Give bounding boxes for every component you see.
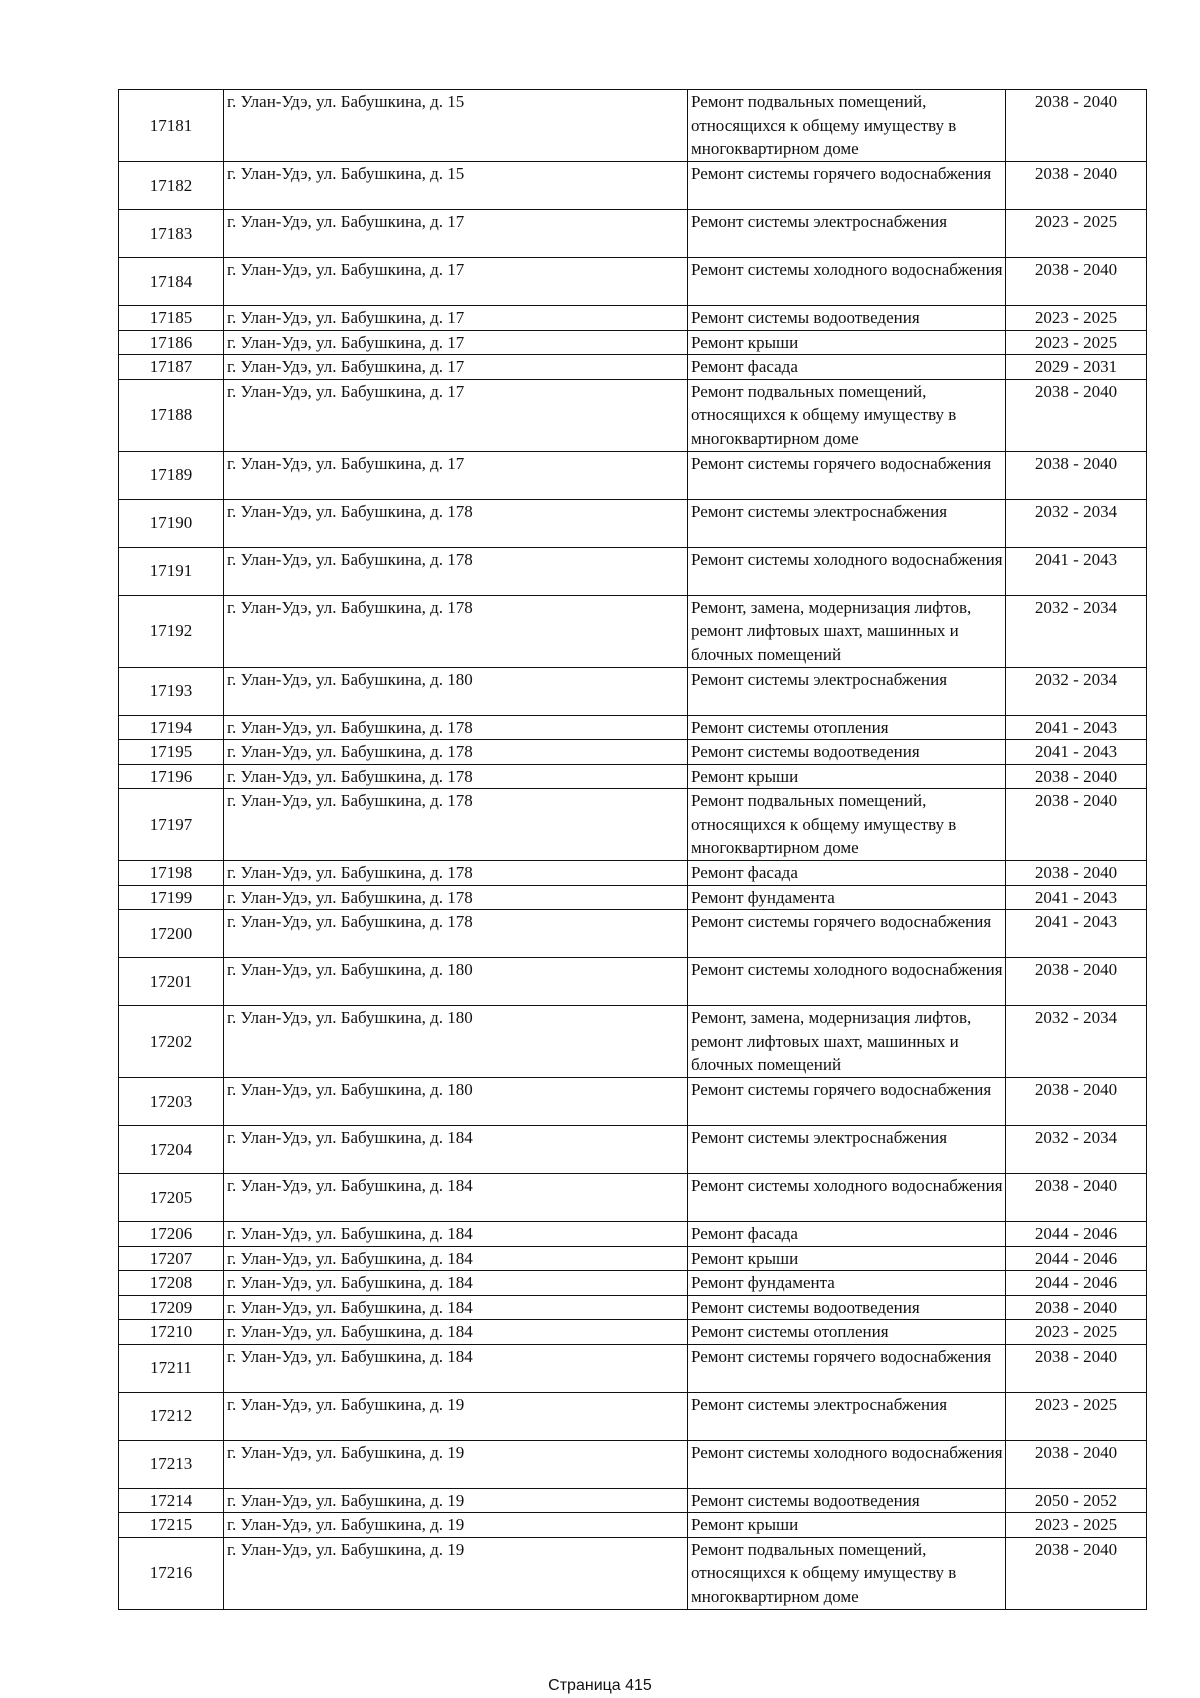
row-address: г. Улан-Удэ, ул. Бабушкина, д. 19: [224, 1392, 688, 1440]
row-address: г. Улан-Удэ, ул. Бабушкина, д. 180: [224, 667, 688, 715]
row-address: г. Улан-Удэ, ул. Бабушкина, д. 15: [224, 90, 688, 162]
table-row: [119, 258, 1147, 306]
row-number: 17211: [119, 1344, 224, 1392]
row-period: 2044 - 2046: [1006, 1246, 1147, 1271]
row-address: г. Улан-Удэ, ул. Бабушкина, д. 17: [224, 355, 688, 380]
row-address: г. Улан-Удэ, ул. Бабушкина, д. 184: [224, 1320, 688, 1345]
table-row: [119, 1513, 1147, 1538]
row-address: г. Улан-Удэ, ул. Бабушкина, д. 180: [224, 958, 688, 1006]
row-period: 2038 - 2040: [1006, 451, 1147, 499]
row-number: 17181: [119, 90, 224, 162]
row-work-type: Ремонт крыши: [688, 1246, 1006, 1271]
row-work-type: Ремонт фасада: [688, 355, 1006, 380]
row-address: г. Улан-Удэ, ул. Бабушкина, д. 178: [224, 740, 688, 765]
row-period: 2038 - 2040: [1006, 258, 1147, 306]
row-number: 17189: [119, 451, 224, 499]
row-work-type: Ремонт системы горячего водоснабжения: [688, 162, 1006, 210]
row-address: г. Улан-Удэ, ул. Бабушкина, д. 178: [224, 715, 688, 740]
row-number: 17187: [119, 355, 224, 380]
row-number: 17201: [119, 958, 224, 1006]
row-number: 17209: [119, 1295, 224, 1320]
table-body: [119, 90, 1147, 1610]
row-period: 2023 - 2025: [1006, 330, 1147, 355]
row-period: 2038 - 2040: [1006, 1295, 1147, 1320]
row-number: 17208: [119, 1271, 224, 1296]
table-row: [119, 910, 1147, 958]
row-work-type: Ремонт подвальных помещений, относящихся к общему имуществу в многоквартирном доме: [688, 1537, 1006, 1609]
row-address: г. Улан-Удэ, ул. Бабушкина, д. 17: [224, 210, 688, 258]
row-number: 17206: [119, 1222, 224, 1247]
row-work-type: Ремонт системы горячего водоснабжения: [688, 910, 1006, 958]
row-period: 2032 - 2034: [1006, 667, 1147, 715]
row-period: 2038 - 2040: [1006, 1537, 1147, 1609]
row-work-type: Ремонт системы электроснабжения: [688, 667, 1006, 715]
table-row: [119, 1344, 1147, 1392]
row-period: 2044 - 2046: [1006, 1222, 1147, 1247]
table-row: [119, 499, 1147, 547]
row-address: г. Улан-Удэ, ул. Бабушкина, д. 184: [224, 1246, 688, 1271]
row-number: 17215: [119, 1513, 224, 1538]
table-row: [119, 861, 1147, 886]
row-period: 2041 - 2043: [1006, 910, 1147, 958]
row-period: 2041 - 2043: [1006, 715, 1147, 740]
row-work-type: Ремонт системы водоотведения: [688, 306, 1006, 331]
row-period: 2032 - 2034: [1006, 1126, 1147, 1174]
row-work-type: Ремонт крыши: [688, 1513, 1006, 1538]
table-row: [119, 1078, 1147, 1126]
row-work-type: Ремонт системы водоотведения: [688, 1295, 1006, 1320]
row-work-type: Ремонт подвальных помещений, относящихся к общему имуществу в многоквартирном доме: [688, 789, 1006, 861]
row-address: г. Улан-Удэ, ул. Бабушкина, д. 19: [224, 1537, 688, 1609]
row-number: 17193: [119, 667, 224, 715]
row-number: 17192: [119, 595, 224, 667]
row-work-type: Ремонт крыши: [688, 330, 1006, 355]
row-period: 2050 - 2052: [1006, 1488, 1147, 1513]
row-address: г. Улан-Удэ, ул. Бабушкина, д. 184: [224, 1222, 688, 1247]
row-work-type: Ремонт системы горячего водоснабжения: [688, 1344, 1006, 1392]
row-work-type: Ремонт системы водоотведения: [688, 740, 1006, 765]
row-number: 17207: [119, 1246, 224, 1271]
row-address: г. Улан-Удэ, ул. Бабушкина, д. 184: [224, 1126, 688, 1174]
row-number: 17203: [119, 1078, 224, 1126]
row-work-type: Ремонт системы электроснабжения: [688, 1392, 1006, 1440]
row-work-type: Ремонт, замена, модернизация лифтов, ремонт лифтовых шахт, машинных и блочных помещений: [688, 595, 1006, 667]
row-period: 2023 - 2025: [1006, 1513, 1147, 1538]
row-number: 17188: [119, 379, 224, 451]
row-period: 2038 - 2040: [1006, 1078, 1147, 1126]
row-work-type: Ремонт системы отопления: [688, 715, 1006, 740]
row-address: г. Улан-Удэ, ул. Бабушкина, д. 184: [224, 1271, 688, 1296]
row-period: 2038 - 2040: [1006, 162, 1147, 210]
row-number: 17184: [119, 258, 224, 306]
row-address: г. Улан-Удэ, ул. Бабушкина, д. 178: [224, 861, 688, 886]
row-address: г. Улан-Удэ, ул. Бабушкина, д. 184: [224, 1344, 688, 1392]
row-work-type: Ремонт, замена, модернизация лифтов, ремонт лифтовых шахт, машинных и блочных помещений: [688, 1006, 1006, 1078]
row-work-type: Ремонт системы холодного водоснабжения: [688, 1440, 1006, 1488]
row-work-type: Ремонт системы электроснабжения: [688, 1126, 1006, 1174]
row-period: 2023 - 2025: [1006, 1320, 1147, 1345]
row-number: 17182: [119, 162, 224, 210]
row-number: 17200: [119, 910, 224, 958]
table-row: [119, 885, 1147, 910]
row-number: 17216: [119, 1537, 224, 1609]
table-row: [119, 90, 1147, 162]
row-number: 17191: [119, 547, 224, 595]
row-work-type: Ремонт фасада: [688, 1222, 1006, 1247]
row-period: 2038 - 2040: [1006, 958, 1147, 1006]
table-row: [119, 330, 1147, 355]
table-row: [119, 1440, 1147, 1488]
table-row: [119, 1392, 1147, 1440]
row-address: г. Улан-Удэ, ул. Бабушкина, д. 17: [224, 306, 688, 331]
row-number: 17190: [119, 499, 224, 547]
row-period: 2029 - 2031: [1006, 355, 1147, 380]
row-work-type: Ремонт системы электроснабжения: [688, 210, 1006, 258]
table-row: [119, 1246, 1147, 1271]
row-address: г. Улан-Удэ, ул. Бабушкина, д. 19: [224, 1440, 688, 1488]
table-row: [119, 715, 1147, 740]
row-work-type: Ремонт системы холодного водоснабжения: [688, 547, 1006, 595]
row-period: 2023 - 2025: [1006, 306, 1147, 331]
row-work-type: Ремонт системы электроснабжения: [688, 499, 1006, 547]
table-row: [119, 595, 1147, 667]
row-number: 17183: [119, 210, 224, 258]
row-number: 17186: [119, 330, 224, 355]
row-address: г. Улан-Удэ, ул. Бабушкина, д. 178: [224, 764, 688, 789]
row-number: 17185: [119, 306, 224, 331]
table-row: [119, 740, 1147, 765]
table-row: [119, 1222, 1147, 1247]
table-row: [119, 1488, 1147, 1513]
row-number: 17194: [119, 715, 224, 740]
row-work-type: Ремонт системы горячего водоснабжения: [688, 451, 1006, 499]
row-number: 17213: [119, 1440, 224, 1488]
table-row: [119, 1537, 1147, 1609]
row-period: 2038 - 2040: [1006, 90, 1147, 162]
row-period: 2038 - 2040: [1006, 1344, 1147, 1392]
page-number-footer: Страница 415: [548, 1677, 652, 1694]
row-work-type: Ремонт крыши: [688, 764, 1006, 789]
row-work-type: Ремонт системы горячего водоснабжения: [688, 1078, 1006, 1126]
row-number: 17196: [119, 764, 224, 789]
row-work-type: Ремонт системы холодного водоснабжения: [688, 958, 1006, 1006]
table-row: [119, 306, 1147, 331]
row-number: 17198: [119, 861, 224, 886]
row-work-type: Ремонт фасада: [688, 861, 1006, 886]
row-number: 17205: [119, 1174, 224, 1222]
row-period: 2038 - 2040: [1006, 861, 1147, 886]
table-row: [119, 1295, 1147, 1320]
row-work-type: Ремонт системы холодного водоснабжения: [688, 1174, 1006, 1222]
row-period: 2038 - 2040: [1006, 764, 1147, 789]
table-row: [119, 355, 1147, 380]
row-address: г. Улан-Удэ, ул. Бабушкина, д. 184: [224, 1174, 688, 1222]
table-row: [119, 451, 1147, 499]
row-period: 2032 - 2034: [1006, 499, 1147, 547]
table-row: [119, 210, 1147, 258]
row-address: г. Улан-Удэ, ул. Бабушкина, д. 17: [224, 330, 688, 355]
row-period: 2041 - 2043: [1006, 740, 1147, 765]
row-work-type: Ремонт системы отопления: [688, 1320, 1006, 1345]
table-row: [119, 1271, 1147, 1296]
row-address: г. Улан-Удэ, ул. Бабушкина, д. 178: [224, 789, 688, 861]
row-address: г. Улан-Удэ, ул. Бабушкина, д. 178: [224, 885, 688, 910]
row-period: 2038 - 2040: [1006, 789, 1147, 861]
row-number: 17197: [119, 789, 224, 861]
row-address: г. Улан-Удэ, ул. Бабушкина, д. 178: [224, 547, 688, 595]
row-number: 17214: [119, 1488, 224, 1513]
row-address: г. Улан-Удэ, ул. Бабушкина, д. 180: [224, 1078, 688, 1126]
row-work-type: Ремонт подвальных помещений, относящихся к общему имуществу в многоквартирном доме: [688, 379, 1006, 451]
row-address: г. Улан-Удэ, ул. Бабушкина, д. 15: [224, 162, 688, 210]
table-row: [119, 1126, 1147, 1174]
table-row: [119, 667, 1147, 715]
row-number: 17204: [119, 1126, 224, 1174]
table-row: [119, 789, 1147, 861]
row-work-type: Ремонт фундамента: [688, 885, 1006, 910]
row-number: 17195: [119, 740, 224, 765]
table-row: [119, 1174, 1147, 1222]
table-row: [119, 547, 1147, 595]
row-address: г. Улан-Удэ, ул. Бабушкина, д. 178: [224, 910, 688, 958]
row-address: г. Улан-Удэ, ул. Бабушкина, д. 17: [224, 258, 688, 306]
row-period: 2032 - 2034: [1006, 1006, 1147, 1078]
row-number: 17212: [119, 1392, 224, 1440]
row-period: 2023 - 2025: [1006, 1392, 1147, 1440]
row-period: 2041 - 2043: [1006, 547, 1147, 595]
row-address: г. Улан-Удэ, ул. Бабушкина, д. 178: [224, 595, 688, 667]
table-row: [119, 958, 1147, 1006]
table-row: [119, 1006, 1147, 1078]
table-row: [119, 764, 1147, 789]
row-work-type: Ремонт фундамента: [688, 1271, 1006, 1296]
row-number: 17199: [119, 885, 224, 910]
repair-schedule-table: [118, 89, 1147, 1610]
row-period: 2038 - 2040: [1006, 1440, 1147, 1488]
row-address: г. Улан-Удэ, ул. Бабушкина, д. 178: [224, 499, 688, 547]
row-address: г. Улан-Удэ, ул. Бабушкина, д. 17: [224, 451, 688, 499]
row-number: 17202: [119, 1006, 224, 1078]
table-row: [119, 162, 1147, 210]
row-work-type: Ремонт системы холодного водоснабжения: [688, 258, 1006, 306]
row-period: 2032 - 2034: [1006, 595, 1147, 667]
row-address: г. Улан-Удэ, ул. Бабушкина, д. 19: [224, 1488, 688, 1513]
table-row: [119, 379, 1147, 451]
row-address: г. Улан-Удэ, ул. Бабушкина, д. 180: [224, 1006, 688, 1078]
table-row: [119, 1320, 1147, 1345]
row-address: г. Улан-Удэ, ул. Бабушкина, д. 184: [224, 1295, 688, 1320]
row-work-type: Ремонт системы водоотведения: [688, 1488, 1006, 1513]
row-period: 2044 - 2046: [1006, 1271, 1147, 1296]
row-address: г. Улан-Удэ, ул. Бабушкина, д. 17: [224, 379, 688, 451]
row-period: 2041 - 2043: [1006, 885, 1147, 910]
row-number: 17210: [119, 1320, 224, 1345]
row-address: г. Улан-Удэ, ул. Бабушкина, д. 19: [224, 1513, 688, 1538]
row-period: 2038 - 2040: [1006, 1174, 1147, 1222]
row-period: 2038 - 2040: [1006, 379, 1147, 451]
row-period: 2023 - 2025: [1006, 210, 1147, 258]
row-work-type: Ремонт подвальных помещений, относящихся к общему имуществу в многоквартирном доме: [688, 90, 1006, 162]
